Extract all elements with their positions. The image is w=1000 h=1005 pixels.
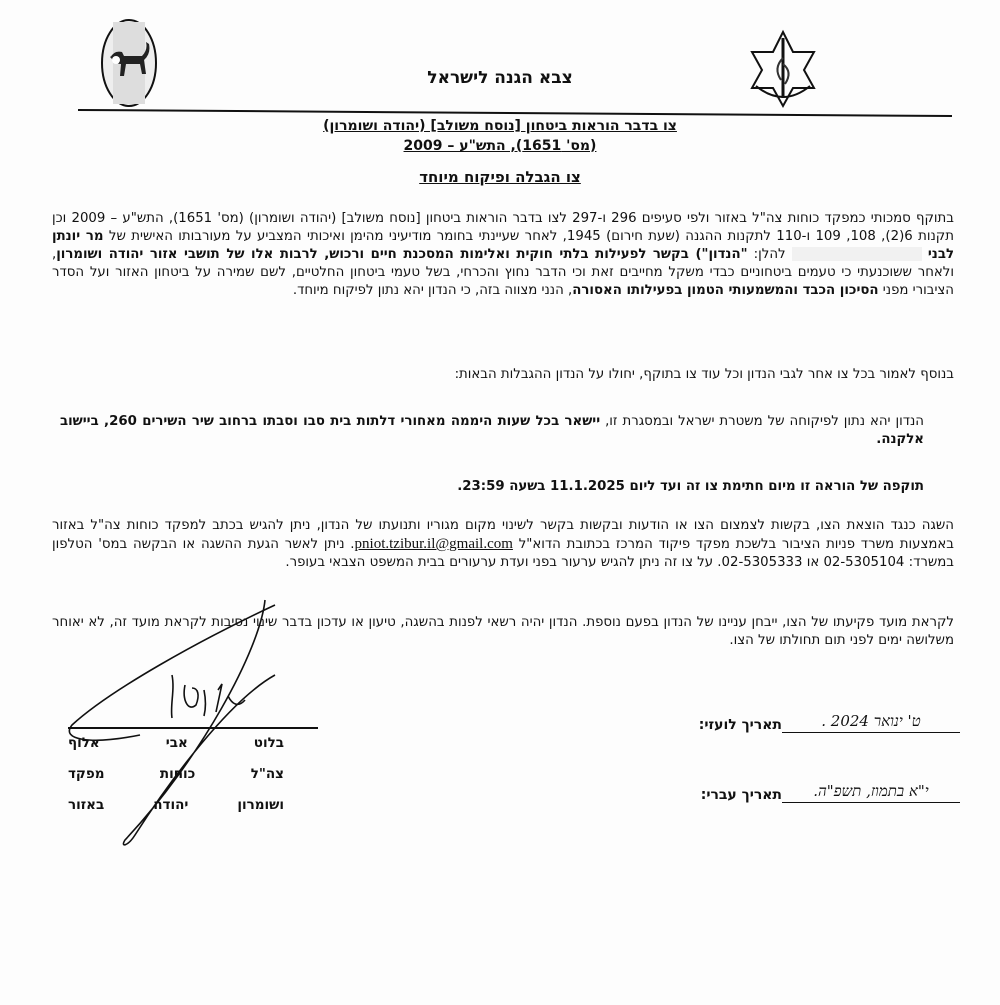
hebrew-date-row xyxy=(693,782,960,803)
organization-title: צבא הגנה לישראל xyxy=(427,68,573,88)
confinement-text: יישאר בכל שעות היממה מאחורי דלתות בית סבו וסבתו ברחוב שיר השירים 260, ביישוב אלקנה. xyxy=(60,414,924,447)
paragraph-review: לקראת מועד פקיעתו של הצו, ייבחן עניינו של הנדון בפעם נוספת. הנדון יהיה רשאי לפנות בהשגה, טיעון או עדכון בדבר שינוי נסיבות לקראת מועד זה, לא יאוחר משלושה ימים לפני תום תחולתו של הצו. xyxy=(52,615,954,648)
signatory-row xyxy=(68,735,284,766)
signatory-row xyxy=(68,797,284,828)
risk-text: הסיכון הכבד והמשמעותי הטמון בפעילותו האסורה xyxy=(572,283,879,298)
security-reason-text: , ולאחר ששוכנעתי כי טעמים ביטחוניים כבדי משקל מחייבים זאת וכי הדבר נחוץ והכרחי, בשל טעמי ביטחון החלטיים, לשם שמירה על ביטחון האזור ועל הסדר הציבורי מפני xyxy=(52,247,954,298)
contact-email-link[interactable]: pniot.tzibur.il@gmail.com xyxy=(354,536,513,552)
signatory-first-name: אבי xyxy=(165,735,188,751)
appeal-phone-text: . ניתן לאשר הגעת ההשגה או הבקשה במס' הטלפון במשרד: 02-5305104 או 02-5305333. על צו זה ניתן להגיש ערעור בפני ועדת ערעורים בבית המשפט הצבאי בעופר. xyxy=(52,537,954,570)
signatory-title-word: יהודה xyxy=(153,797,189,813)
signatory-block xyxy=(68,735,284,828)
paragraph-authority xyxy=(52,210,954,300)
appeal-text: השגה כנגד הוצאת הצו, בקשות לצמצום הצו או הודעות ובקשות בקשר לשינוי מקום מגוריו ותנועתו של הנדון, ניתן להגיש בכתב למפקד כוחות צה"ל באזור באמצעות משרד פניות הציבור בלשכת מפקד פיקוד המרכז בכתובת הדוא"ל xyxy=(52,518,954,552)
signature-line xyxy=(68,727,318,729)
paragraph-restrictions-intro: בנוסף לאמור בכל צו אחר לגבי הנדון וכל עוד צו בתוקף, יחולו על הנדון ההגבלות הבאות: xyxy=(454,367,954,382)
paragraph-validity: תוקפה של הוראה זו מיום חתימת צו זה ועד ליום 11.1.2025 בשעה 23:59. xyxy=(457,479,924,494)
gregorian-date-label: תאריך לועזי: xyxy=(698,717,782,733)
order-decree-text: , הנני מצווה בזה, כי הנדון יהא נתון לפיקוח מיוחד. xyxy=(292,283,573,298)
signatory-title-word: באזור xyxy=(68,797,105,813)
signatory-title-word: צה"ל xyxy=(250,766,284,782)
header-divider xyxy=(78,109,952,117)
signatory-rank: אלוף xyxy=(68,735,100,751)
order-subject: צו הגבלה ופיקוח מיוחד xyxy=(419,168,581,186)
subject-name: מר יונתן לבני xyxy=(52,229,954,262)
lion-emblem-icon xyxy=(100,18,158,108)
signatory-title-word: כוחות xyxy=(159,766,196,782)
paragraph-house-arrest xyxy=(60,413,924,449)
hebrew-date-field: י"א בתמוז, תשפ"ה. xyxy=(782,782,960,803)
redacted-region xyxy=(792,247,922,261)
signatory-last-name: בלוט xyxy=(253,735,284,751)
defined-term: "הנדון") בקשר לפעילות בלתי חוקית ואלימות המסכנת חיים ורכוש, לרבות אלו של תושבי אזור יהודה ושומרון xyxy=(56,247,748,262)
gregorian-date-row xyxy=(691,712,960,733)
paragraph-appeal xyxy=(52,517,954,572)
signatory-title-word: מפקד xyxy=(68,766,105,782)
signatory-title-word: ושומרון xyxy=(237,797,284,813)
defined-as-label: להלן: xyxy=(747,247,792,262)
hebrew-date-label: תאריך עברי: xyxy=(700,787,782,803)
order-title-line1: צו בדבר הוראות ביטחון [נוסח משולב] (יהודה ושומרון) xyxy=(323,118,677,134)
signatory-row xyxy=(68,766,284,797)
supervision-text: הנדון יהא נתון לפיקוחה של משטרת ישראל ובמסגרת זו, xyxy=(600,414,924,429)
order-title-line2: (מס' 1651), התש"ע – 2009 xyxy=(403,138,597,154)
gregorian-date-field: ט' ינואר 2024 . xyxy=(782,712,960,733)
authority-text: בתוקף סמכותי כמפקד כוחות צה"ל באזור ולפי סעיפים 296 ו-297 לצו בדבר הוראות ביטחון [נוסח משולב] (יהודה ושומרון) (מס' 1651), התש"ע – 2009 וכן תקנות 6(2), 108, 109 ו-110 לתקנות ההגנה (שעת חירום) 1945, לאחר שעיינתי בחומר מודיעיני מהימן ואיכותי המצביע על מעורבותו האישית של xyxy=(52,211,954,244)
